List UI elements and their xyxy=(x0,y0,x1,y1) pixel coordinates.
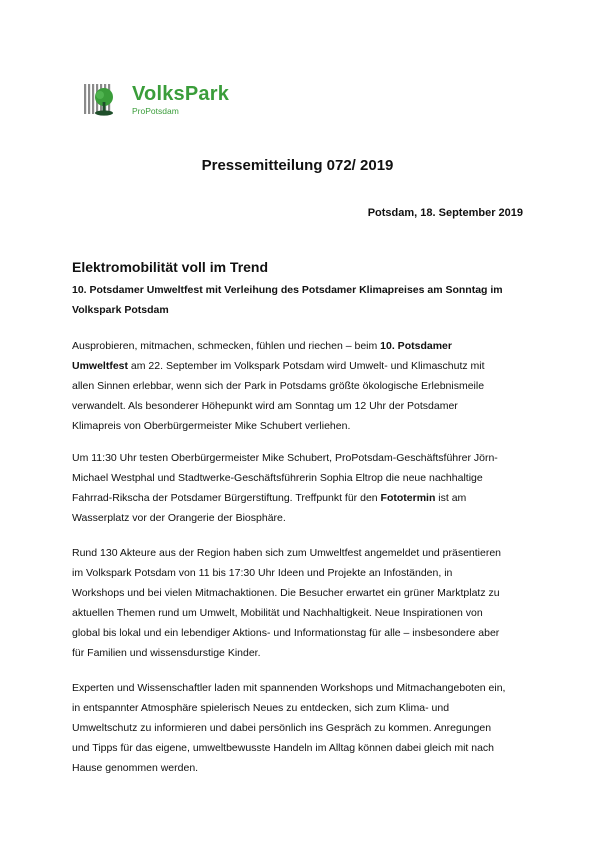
paragraph-line: Ausprobieren, mitmachen, schmecken, fühlen und riechen – beim 10. Potsdamer xyxy=(72,340,452,352)
paragraph-1 xyxy=(72,336,532,436)
paragraph-line: aktuellen Themen rund um Umwelt, Mobilität und Nachhaltigkeit. Neue Inspirationen von xyxy=(72,607,483,619)
paragraph-line: Rund 130 Akteure aus der Region haben sich zum Umweltfest angemeldet und präsentieren xyxy=(72,547,502,559)
paragraph-4 xyxy=(72,678,532,778)
paragraph-line: allen Sinnen erlebbar, wenn sich der Park in Potsdams größte ökologische Erlebnismeile xyxy=(72,380,485,392)
article-subhead: 10. Potsdamer Umweltfest mit Verleihung des Potsdamer Klimapreises am Sonntag im Volkspark Potsdam xyxy=(72,284,503,316)
paragraph-line: im Volkspark Potsdam von 11 bis 17:30 Uhr Ideen und Projekte an Infoständen, in xyxy=(72,567,453,579)
paragraph-line: und Tipps für das eigene, umweltbewusste Handeln im Alltag können dabei gleich mit nach xyxy=(72,742,495,754)
paragraph-line: Klimapreis von Oberbürgermeister Mike Schubert verliehen. xyxy=(72,420,351,432)
paragraph-line: Experten und Wissenschaftler laden mit spannenden Workshops und Mitmachangeboten ein, xyxy=(72,682,506,694)
tree-gate-icon xyxy=(82,82,126,120)
paragraph-line: Umweltfest am 22. September im Volkspark Potsdam wird Umwelt- und Klimaschutz mit xyxy=(72,360,485,372)
article-headline: Elektromobilität voll im Trend xyxy=(72,259,269,275)
paragraph-line: für Familien und wissensdurstige Kinder. xyxy=(72,647,261,659)
paragraph-line: global bis lokal und ein lebendiger Aktions- und Informationstag für alle – insbesondere aber xyxy=(72,627,500,639)
paragraph-line: Wasserplatz vor der Orangerie der Biosphäre. xyxy=(72,512,286,524)
document-date: Potsdam, 18. September 2019 xyxy=(367,207,523,219)
paragraph-3 xyxy=(72,543,532,663)
paragraph-line: Umweltschutz zu informieren und dabei persönlich ins Gespräch zu kommen. Anregungen xyxy=(72,722,492,734)
paragraph-line: in entspannter Atmosphäre spielerisch Neues zu entdecken, sich zum Klima- und xyxy=(72,702,450,714)
paragraph-line: Michael Westphal und Stadtwerke-Geschäftsführerin Sophia Eltrop die neue nachhaltige xyxy=(72,472,483,484)
paragraph-2 xyxy=(72,448,532,528)
paragraph-line: Hause genommen werden. xyxy=(72,762,199,774)
volkspark-logo xyxy=(82,82,252,120)
document-title: Pressemitteilung 072/ 2019 xyxy=(201,157,394,174)
paragraph-line: Um 11:30 Uhr testen Oberbürgermeister Mike Schubert, ProPotsdam-Geschäftsführer Jörn- xyxy=(72,452,498,464)
logo-name: VolksPark xyxy=(132,83,230,105)
paragraph-line: Fahrrad-Rikscha der Potsdamer Bürgerstiftung. Treffpunkt für den Fototermin ist am xyxy=(72,492,467,504)
logo-subtitle: ProPotsdam xyxy=(132,106,179,116)
paragraph-line: verwandelt. Als besonderer Höhepunkt wird am Sonntag um 12 Uhr der Potsdamer xyxy=(72,400,458,412)
paragraph-line: Workshops und bei vielen Mitmachaktionen. Die Besucher erwartet ein grüner Marktplatz zu xyxy=(72,587,500,599)
